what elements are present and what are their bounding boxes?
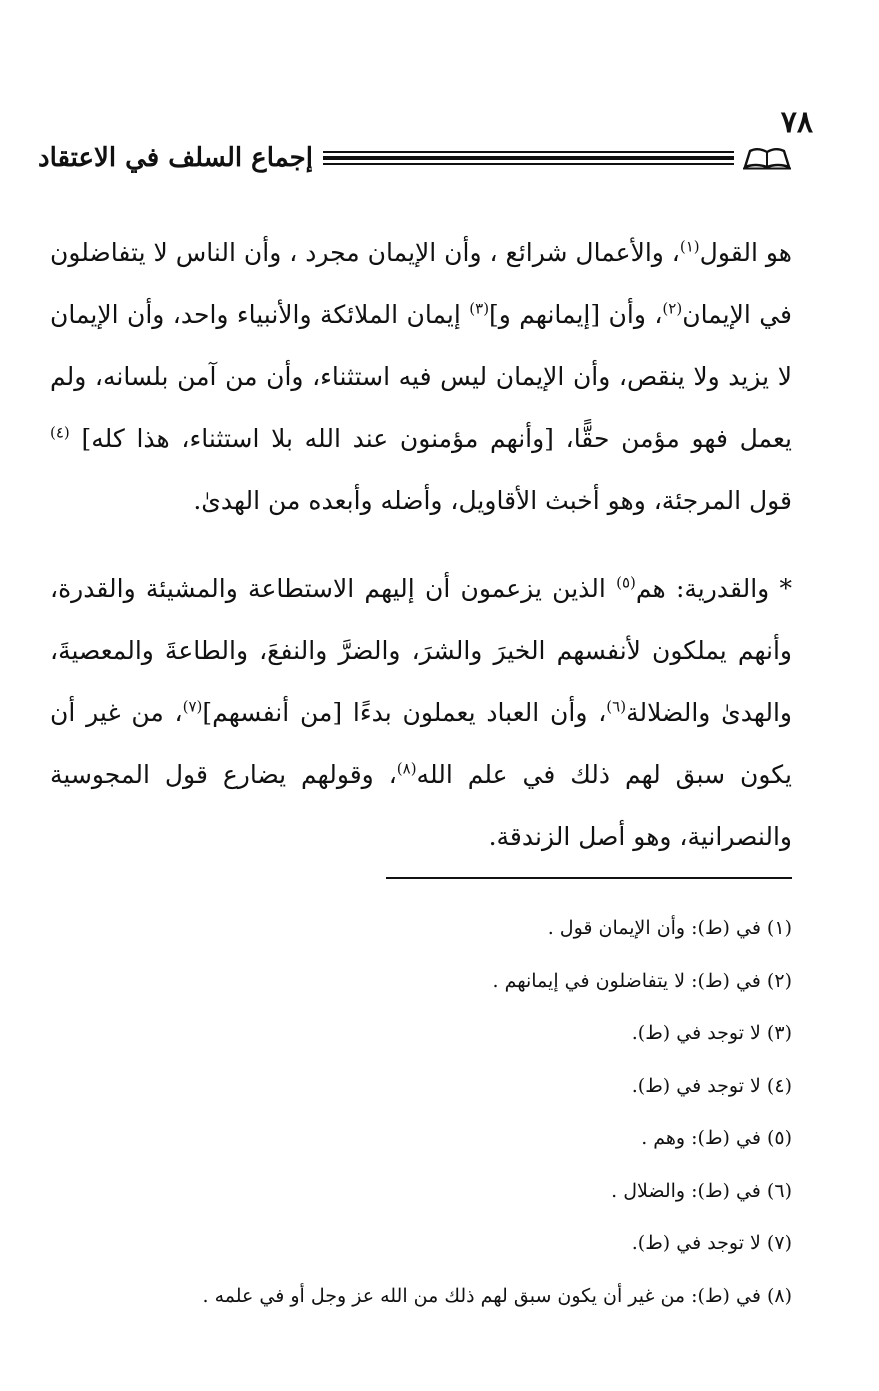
- footnote-ref-6[interactable]: (٦): [606, 697, 627, 716]
- text-segment: ، وأن العباد يعملون بدءًا [من أنفسهم]: [202, 698, 607, 727]
- running-header: [38, 140, 792, 176]
- footnote-8: (٨) في (ط): من غير أن يكون سبق لهم ذلك من الله عز وجل أو في علمه .: [202, 1284, 792, 1307]
- text-segment: قول المرجئة، وهو أخبث الأقاويل، وأضله وأبعده من الهدىٰ.: [193, 486, 792, 515]
- footnote-ref-3[interactable]: (٣): [469, 299, 490, 318]
- paragraph-murjia: [50, 222, 792, 532]
- running-title: إجماع السلف في الاعتقاد: [38, 143, 313, 173]
- page-number: ٧٨: [780, 105, 813, 140]
- text-segment: الذين يزعمون أن إليهم الاستطاعة والمشيئة والقدرة، وأنهم يملكون لأنفسهم الخيرَ والشرَ، والضرَّ والنفعَ، والطاعةَ والمعصيةَ، والهدىٰ والضلالة: [50, 574, 792, 727]
- text-segment: إيمان الملائكة والأنبياء واحد، وأن الإيمان لا يزيد ولا ينقص، وأن الإيمان ليس فيه استثناء، وأن من آمن بلسانه، ولم يعمل فهو مؤمن حقًّا، [وأنهم مؤمنون عند الله بلا استثناء، هذا كله]: [50, 300, 792, 453]
- footnote-separator: [386, 877, 792, 879]
- main-text: [50, 222, 792, 868]
- footnote-ref-4[interactable]: (٤): [50, 423, 70, 442]
- footnote-ref-7[interactable]: (٧): [182, 697, 203, 716]
- footnote-6: (٦) في (ط): والضلال .: [611, 1179, 792, 1202]
- footnote-3: (٣) لا توجد في (ط).: [631, 1022, 792, 1044]
- text-segment: ، وأن [إيمانهم و]: [489, 300, 663, 329]
- paragraph-qadariyya: [50, 558, 792, 868]
- text-segment: * والقدرية: هم: [635, 574, 792, 603]
- footnote-2: (٢) في (ط): لا يتفاضلون في إيمانهم .: [492, 969, 792, 992]
- footnote-ref-5[interactable]: (٥): [616, 573, 636, 592]
- footnote-ref-8[interactable]: (٨): [396, 759, 417, 778]
- footnotes-list: [50, 902, 792, 1322]
- text-segment: ، والأعمال شرائع ، وأن الإيمان مجرد ، وأن الناس لا يتفاضلون في الإيمان: [50, 238, 792, 329]
- text-segment: ، وقولهم يضارع قول المجوسية والنصرانية، وهو أصل الزندقة.: [50, 760, 792, 851]
- footnote-1: (١) في (ط): وأن الإيمان قول .: [547, 917, 792, 939]
- footnote-ref-1[interactable]: (١): [679, 237, 700, 256]
- open-book-icon: [742, 146, 792, 170]
- footnote-5: (٥) في (ط): وهم .: [641, 1127, 792, 1149]
- header-rule: [323, 151, 734, 165]
- footnote-ref-2[interactable]: (٢): [662, 299, 683, 318]
- text-segment: هو القول: [699, 238, 792, 267]
- footnote-4: (٤) لا توجد في (ط).: [631, 1074, 792, 1097]
- footnote-7: (٧) لا توجد في (ط).: [631, 1232, 792, 1254]
- text-segment: ، من غير أن يكون سبق لهم ذلك في علم الله: [50, 698, 792, 789]
